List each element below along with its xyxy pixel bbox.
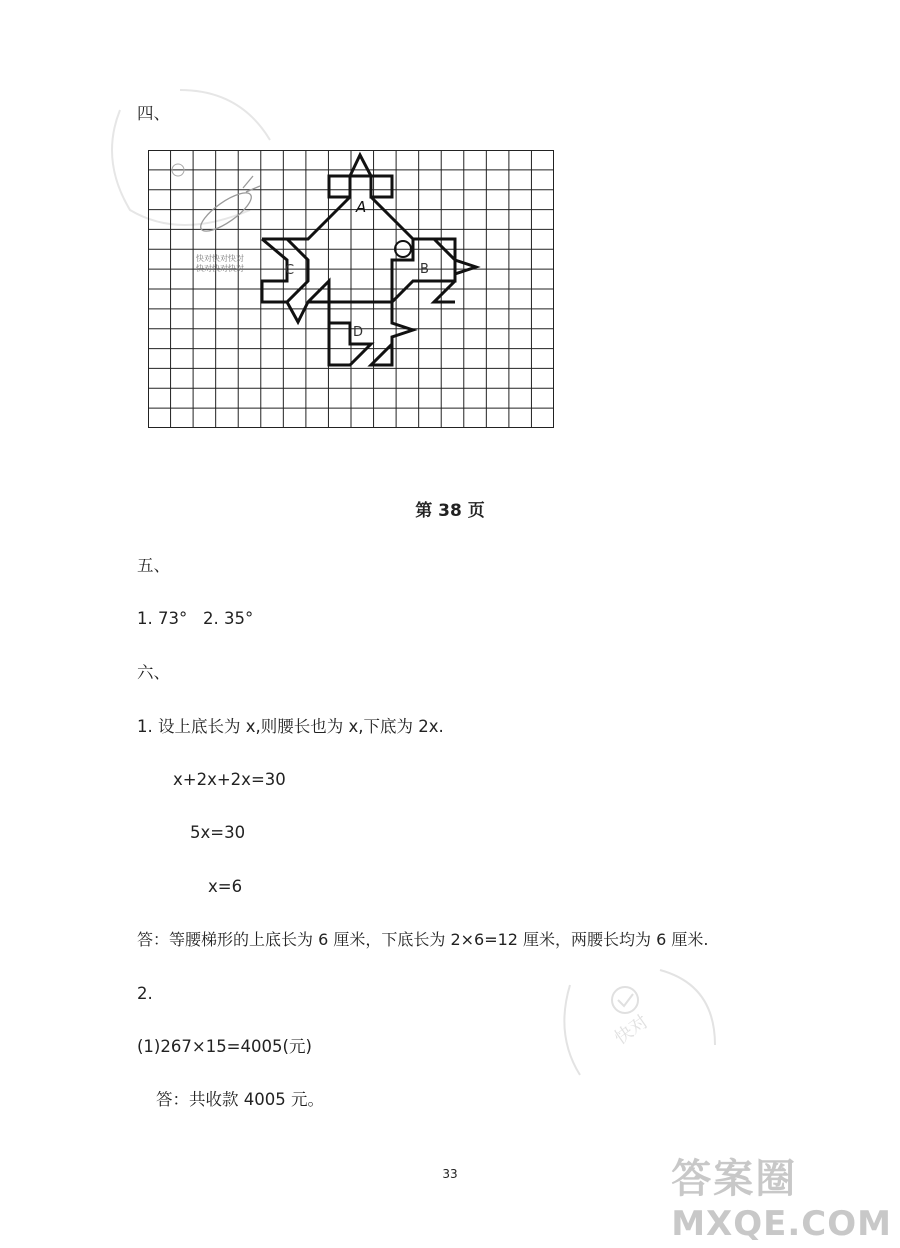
corner-watermark [671,1147,892,1244]
shape-d [329,302,413,365]
watermark-small-line-1: 快对快对快对 [196,254,244,263]
section-5-answers: 1. 73° 2. 35° [137,609,254,628]
q1-answer: 答：等腰梯形的上底长为 6 厘米，下底长为 2×6=12 厘米，两腰长均为 6 厘米. [137,930,709,949]
page-number: 33 [442,1167,458,1181]
shape-c [262,239,329,322]
label-d: D [353,325,364,340]
q1-setup: 1. 设上底长为 x,则腰长也为 x,下底为 2x. [137,717,444,736]
label-c: C [285,263,295,278]
q2-answer: 答：共收款 4005 元。 [156,1090,324,1109]
q2-part-1: (1)267×15=4005(元) [137,1037,312,1056]
q1-equation-2: 5x=30 [190,823,246,842]
watermark-small-line-2: 快对快对快对 [196,264,244,273]
q1-equation-1: x+2x+2x=30 [173,770,286,789]
label-a: A [356,198,367,216]
watermark-stamp-bottom [550,965,725,1095]
q2-number: 2. [137,984,153,1003]
section-4-heading: 四、 [137,104,170,123]
corner-watermark-line-2: MXQE.COM [671,1204,892,1244]
page-heading: 第 38 页 [415,501,485,521]
section-6-heading: 六、 [137,663,170,682]
q1-equation-3: x=6 [208,877,243,896]
corner-watermark-line-1: 答案圈 [671,1156,798,1202]
label-b: B [420,262,429,277]
section-5-heading: 五、 [137,556,170,575]
grid-figure [148,150,554,428]
watermark-stamp-text: 快对 [610,1011,653,1050]
